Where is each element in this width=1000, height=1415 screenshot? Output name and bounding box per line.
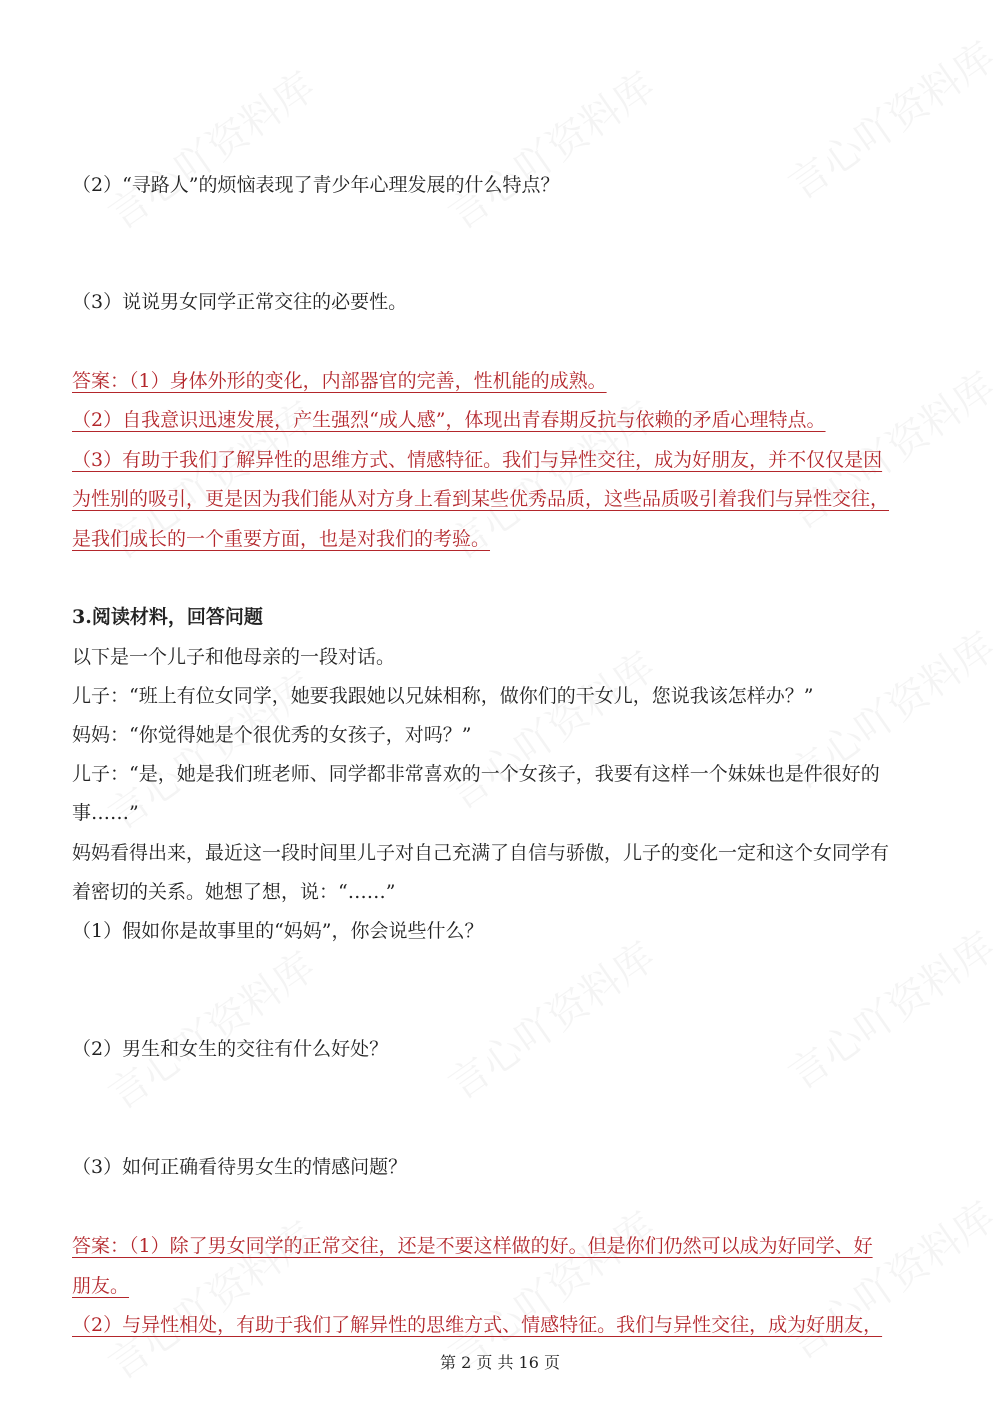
material-line: 着密切的关系。她想了想，说：“……” <box>72 881 396 903</box>
answer-line: （3）有助于我们了解异性的思维方式、情感特征。我们与异性交往，成为好朋友，并不仅仅是因 <box>72 449 883 471</box>
answer-line: 是我们成长的一个重要方面，也是对我们的考验。 <box>72 528 491 550</box>
watermark <box>775 1186 1000 1370</box>
question-3-2: （2）男生和女生的交往有什么好处？ <box>72 1038 389 1060</box>
watermark <box>95 56 324 240</box>
watermark <box>95 936 324 1120</box>
watermark <box>775 26 1000 210</box>
question-2-2: （2）“寻路人”的烦恼表现了青少年心理发展的什么特点？ <box>72 174 560 196</box>
material-line: 事……” <box>72 802 139 824</box>
page-number: 第 2 页 共 16 页 <box>440 1353 560 1372</box>
answer-line: （2）与异性相处，有助于我们了解异性的思维方式、情感特征。我们与异性交往，成为好朋友， <box>72 1314 883 1336</box>
section-heading-3: 3.阅读材料，回答问题 <box>72 606 263 628</box>
answer-line: 为性别的吸引，更是因为我们能从对方身上看到某些优秀品质，这些品质吸引着我们与异性交往， <box>72 488 890 510</box>
material-line: 以下是一个儿子和他母亲的一段对话。 <box>72 646 396 668</box>
answer-line: （2）自我意识迅速发展，产生强烈“成人感”，体现出青春期反抗与依赖的矛盾心理特点。 <box>72 409 826 431</box>
question-3-1: （1）假如你是故事里的“妈妈”，你会说些什么？ <box>72 920 484 942</box>
material-line: 妈妈看得出来，最近这一段时间里儿子对自己充满了自信与骄傲，儿子的变化一定和这个女同学有 <box>72 842 890 864</box>
material-line: 妈妈：“你觉得她是个很优秀的女孩子，对吗？” <box>72 724 472 746</box>
watermark <box>775 916 1000 1100</box>
question-2-3: （3）说说男女同学正常交往的必要性。 <box>72 291 408 313</box>
question-3-3: （3）如何正确看待男女生的情感问题？ <box>72 1156 408 1178</box>
answer-line: 答案：（1）除了男女同学的正常交往，还是不要这样做的好。但是你们仍然可以成为好同学、好 <box>72 1235 873 1257</box>
watermark <box>435 56 664 240</box>
answer-line: 朋友。 <box>72 1275 130 1297</box>
watermark <box>435 926 664 1110</box>
answer-line: 答案：（1）身体外形的变化，内部器官的完善，性机能的成熟。 <box>72 370 607 392</box>
material-line: 儿子：“班上有位女同学，她要我跟她以兄妹相称，做你们的干女儿，您说我该怎样办？” <box>72 685 814 707</box>
material-line: 儿子：“是，她是我们班老师、同学都非常喜欢的一个女孩子，我要有这样一个妹妹也是件很好的 <box>72 763 880 785</box>
